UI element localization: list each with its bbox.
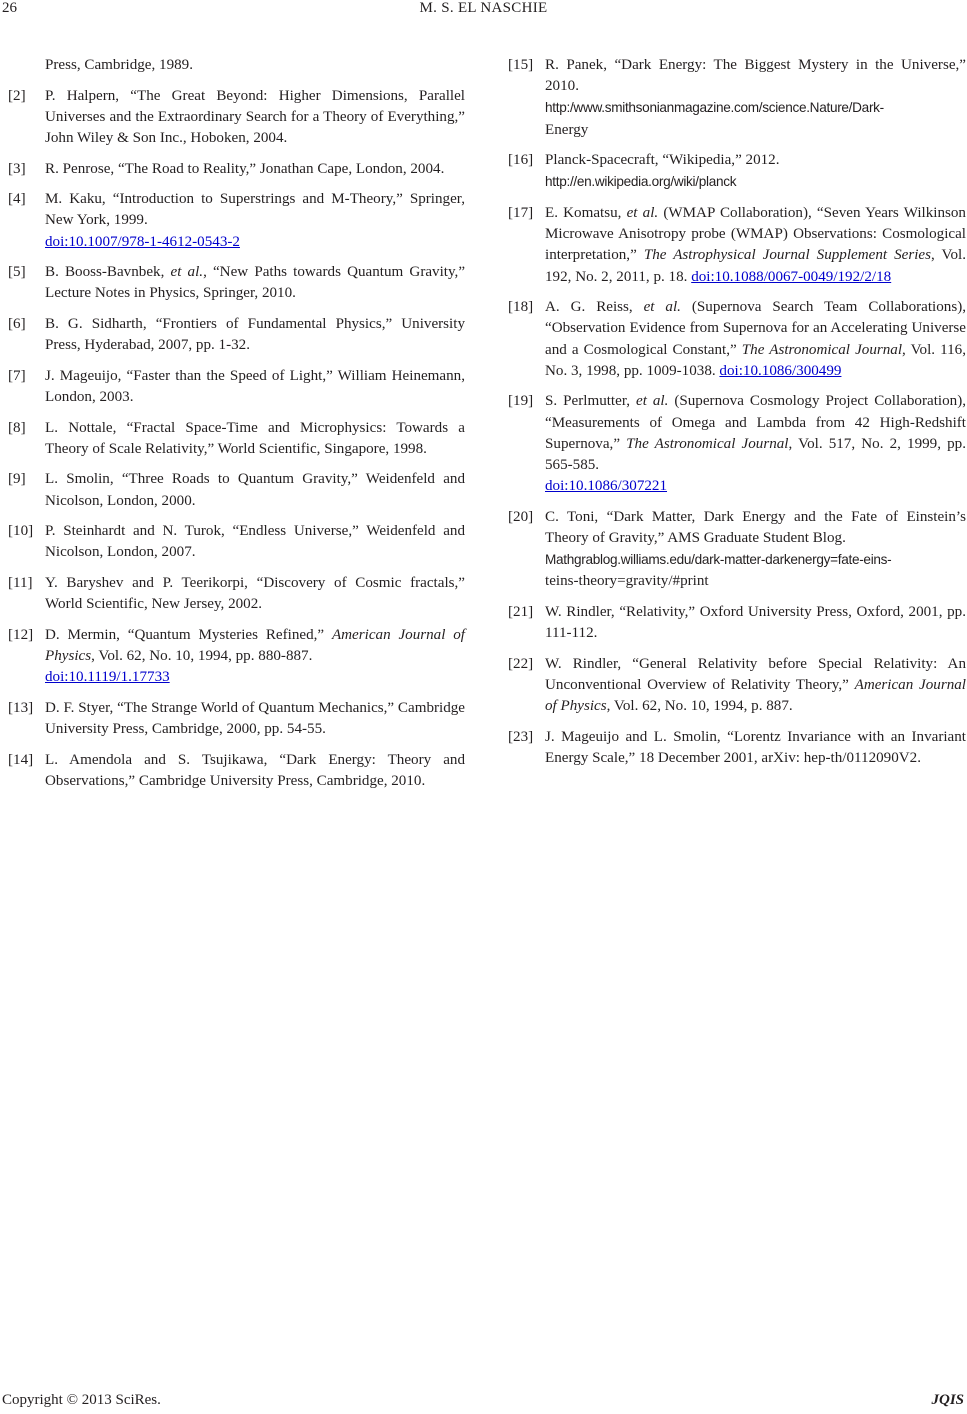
reference-number: [20] bbox=[508, 508, 534, 525]
reference-text: L. Nottale, “Fractal Space-Time and Microphysics: Towards a Theory of Scale Relativity,” World Scientific, Singapore, 1998. bbox=[45, 419, 465, 457]
journal-abbreviation: JQIS bbox=[931, 1392, 964, 1408]
reference-number: [10] bbox=[8, 523, 34, 540]
reference-number: [18] bbox=[508, 299, 534, 316]
reference-9 bbox=[8, 469, 465, 511]
page-footer bbox=[0, 1392, 967, 1414]
running-title: M. S. EL NASCHIE bbox=[419, 0, 548, 16]
reference-text: L. Smolin, “Three Roads to Quantum Gravity,” Weidenfeld and Nicolson, London, 2000. bbox=[45, 471, 465, 509]
reference-continuation: Press, Cambridge, 1989. bbox=[45, 57, 193, 73]
reference-number: [22] bbox=[508, 655, 534, 672]
reference-text: , Vol. 192, No. 2, 2011, p. 18. bbox=[545, 247, 966, 285]
reference-15 bbox=[508, 55, 966, 141]
reference-text: Planck-Spacecraft, “Wikipedia,” 2012. bbox=[545, 152, 780, 169]
doi-link[interactable]: doi:10.1086/300499 bbox=[719, 362, 842, 379]
reference-17 bbox=[508, 203, 966, 288]
reference-text: , Vol. 62, No. 10, 1994, p. 887. bbox=[606, 698, 793, 715]
reference-text: R. Panek, “Dark Energy: The Biggest Mystery in the Universe,” 2010. bbox=[545, 57, 966, 95]
reference-number: [16] bbox=[508, 152, 534, 169]
reference-7 bbox=[8, 366, 465, 408]
reference-text: E. Komatsu, bbox=[545, 205, 627, 221]
reference-10 bbox=[8, 521, 465, 563]
reference-14 bbox=[8, 750, 465, 792]
reference-2 bbox=[8, 86, 465, 150]
reference-number: [11] bbox=[8, 574, 33, 591]
reference-url-tail: teins-theory=gravity/#print bbox=[545, 573, 709, 590]
reference-number: [2] bbox=[8, 87, 26, 104]
reference-23 bbox=[508, 727, 966, 769]
doi-link[interactable]: doi:10.1119/1.17733 bbox=[45, 669, 170, 686]
doi-link[interactable]: doi:10.1088/0067-0049/192/2/18 bbox=[691, 268, 892, 285]
reference-text: Y. Baryshev and P. Teerikorpi, “Discovery of Cosmic fractals,” World Scientific, New Jersey, 2002. bbox=[45, 574, 465, 613]
page-number: 26 bbox=[2, 0, 17, 16]
reference-text: D. F. Styer, “The Strange World of Quantum Mechanics,” Cambridge University Press, Cambridge, 2000, pp. 54-55. bbox=[45, 699, 465, 737]
reference-text: P. Steinhardt and N. Turok, “Endless Universe,” Weidenfeld and Nicolson, London, 2007. bbox=[45, 523, 465, 561]
reference-italic: American Journal of Physics bbox=[45, 626, 465, 664]
reference-4 bbox=[8, 189, 465, 253]
reference-text: (Supernova Search Team Collaborations), “Observation Evidence from Supernova for an Accelerating Universe and a Cosmological Constant,” bbox=[545, 299, 967, 358]
reference-italic: et al. bbox=[170, 264, 204, 281]
reference-3 bbox=[8, 159, 465, 180]
doi-link[interactable]: doi:10.1086/307221 bbox=[545, 478, 668, 495]
reference-url[interactable]: http:/www.smithsonianmagazine.com/science.Nature/Dark- bbox=[545, 100, 884, 116]
reference-text: S. Perlmutter, bbox=[545, 393, 636, 410]
reference-number: [23] bbox=[508, 728, 534, 745]
reference-text: B. Booss-Bavnbek, bbox=[45, 264, 171, 281]
journal-title: The Astrophysical Journal Supplement Series bbox=[643, 247, 931, 264]
reference-number: [3] bbox=[8, 160, 26, 177]
reference-19 bbox=[508, 391, 966, 497]
reference-italic: et al. bbox=[636, 393, 669, 410]
reference-11 bbox=[8, 573, 465, 615]
reference-text: P. Halpern, “The Great Beyond: Higher Dimensions, Parallel Universes and the Extraordinary Search for a Theory of Everything,” John Wiley & Son Inc., Hoboken, 2004. bbox=[45, 87, 465, 146]
reference-number: [17] bbox=[508, 205, 534, 221]
reference-text: (WMAP Collaboration), “Seven Years Wilkinson Microwave Anisotropy probe (WMAP) Observations: Cosmological interpretation,” bbox=[545, 205, 966, 264]
reference-text: A. G. Reiss, bbox=[545, 299, 644, 316]
reference-text: B. G. Sidharth, “Frontiers of Fundamental Physics,” University Press, Hyderabad, 2007, pp. 1-32. bbox=[45, 315, 465, 354]
reference-21 bbox=[508, 602, 966, 644]
reference-22 bbox=[508, 654, 966, 718]
reference-number: [9] bbox=[8, 471, 26, 488]
reference-number: [21] bbox=[508, 604, 534, 621]
reference-text: , “New Paths towards Quantum Gravity,” Lecture Notes in Physics, Springer, 2010. bbox=[45, 264, 466, 302]
reference-8 bbox=[8, 418, 465, 460]
reference-text: J. Mageuijo, “Faster than the Speed of Light,” William Heinemann, London, 2003. bbox=[45, 367, 465, 405]
reference-text: D. Mermin, “Quantum Mysteries Refined,” bbox=[45, 626, 332, 643]
reference-6 bbox=[8, 314, 465, 356]
reference-text: M. Kaku, “Introduction to Superstrings and M-Theory,” Springer, New York, 1999. bbox=[45, 191, 465, 229]
reference-12 bbox=[8, 625, 465, 689]
reference-text: (Supernova Cosmology Project Collaboration), “Measurements of Omega and Lambda from 42 High-Redshift Supernova,” bbox=[545, 393, 966, 452]
reference-number: [13] bbox=[8, 699, 34, 716]
doi-link[interactable]: doi:10.1007/978-1-4612-0543-2 bbox=[45, 233, 240, 250]
reference-text: J. Mageuijo and L. Smolin, “Lorentz Invariance with an Invariant Energy Scale,” 18 December 2001, arXiv: hep-th/0112090V2. bbox=[545, 728, 966, 767]
reference-number: [15] bbox=[508, 57, 534, 73]
reference-text: R. Penrose, “The Road to Reality,” Jonathan Cape, London, 2004. bbox=[45, 160, 445, 177]
reference-number: [6] bbox=[8, 315, 26, 332]
reference-number: [4] bbox=[8, 191, 26, 208]
references-left-column bbox=[8, 55, 465, 801]
copyright-notice: Copyright © 2013 SciRes. bbox=[2, 1392, 161, 1408]
reference-20 bbox=[508, 507, 966, 593]
reference-text: , Vol. 116, No. 3, 1998, pp. 1009-1038. bbox=[545, 341, 966, 379]
reference-16 bbox=[508, 150, 966, 193]
reference-text: W. Rindler, “General Relativity before Special Relativity: An Unconventional Overview of Relativity Theory,” bbox=[545, 655, 966, 694]
journal-title: The Astronomical Journal bbox=[626, 435, 789, 452]
reference-number: [19] bbox=[508, 393, 534, 410]
references-right-column bbox=[508, 55, 966, 779]
reference-number: [8] bbox=[8, 419, 26, 436]
journal-title: American Journal of Physics bbox=[545, 677, 966, 715]
reference-url[interactable]: Mathgrablog.williams.edu/dark-matter-darkenergy=fate-eins- bbox=[545, 552, 892, 568]
page-header bbox=[0, 0, 967, 22]
reference-text: C. Toni, “Dark Matter, Dark Energy and the Fate of Einstein’s Theory of Gravity,” AMS Graduate Student Blog. bbox=[545, 508, 966, 547]
reference-text: W. Rindler, “Relativity,” Oxford University Press, Oxford, 2001, pp. 111-112. bbox=[545, 604, 966, 642]
reference-5 bbox=[8, 262, 465, 304]
reference-18 bbox=[508, 297, 966, 382]
reference-url-tail: Energy bbox=[545, 121, 589, 138]
reference-text: , Vol. 517, No. 2, 1999, pp. 565-585. bbox=[545, 435, 966, 474]
reference-13 bbox=[8, 698, 465, 740]
reference-text: L. Amendola and S. Tsujikawa, “Dark Energy: Theory and Observations,” Cambridge University Press, Cambridge, 2010. bbox=[45, 751, 465, 789]
journal-title: The Astronomical Journal bbox=[741, 341, 903, 358]
reference-number: [7] bbox=[8, 367, 26, 384]
reference-number: [5] bbox=[8, 264, 26, 281]
reference-url[interactable]: http://en.wikipedia.org/wiki/planck bbox=[545, 174, 737, 190]
reference-italic: et al. bbox=[626, 205, 659, 221]
reference-number: [14] bbox=[8, 751, 34, 768]
reference-number: [12] bbox=[8, 626, 34, 643]
reference-italic: et al. bbox=[643, 299, 681, 316]
reference-text: , Vol. 62, No. 10, 1994, pp. 880-887. bbox=[91, 647, 313, 664]
